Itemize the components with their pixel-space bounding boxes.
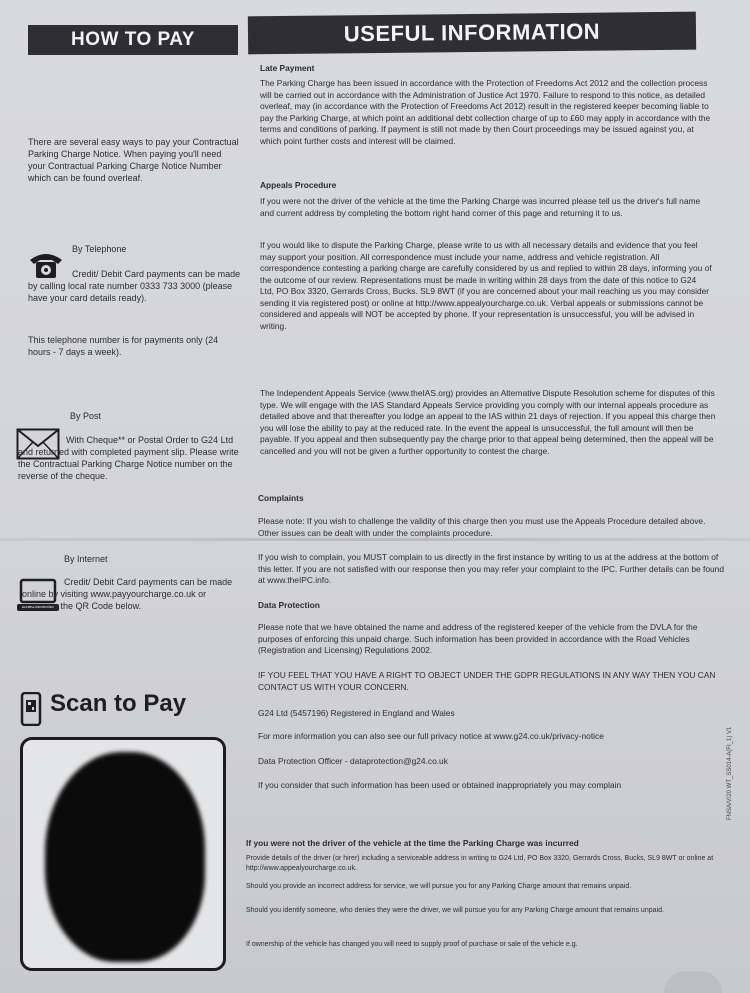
internet-text: Credit/ Debit Card payments can be made online by visiting www.payyourcharge.co.uk or scanning the QR Code below. — [22, 577, 233, 611]
stamp-edge — [664, 971, 722, 993]
data-protection-paragraph-4: For more information you can also see our full privacy notice at www.g24.co.uk/privacy-notice — [258, 731, 604, 741]
appeals-paragraph-3: The Independent Appeals Service (www.theIAS.org) provides an Alternative Dispute Resolution scheme for disputes of this type. We will engage with the IAS Standard Appeals Service providing you comply with our internal appeals procedure as detailed above and that thereafter you lodge an appeal to the IAS within 21 days of rejection. If you appeal this charge then you will lose the ability to pay at the reduced rate. In the event the appeal is unsuccessful, the full amount will then be payable. If you appeal and then subsequently pay the charge prior to that appeal being determined, then the appeal will be cancelled and you will not be given a further opportunity to contest the charge. — [260, 388, 716, 456]
useful-information-header: USEFUL INFORMATION — [248, 12, 696, 55]
late-payment-text: The Parking Charge has been issued in accordance with the Protection of Freedoms Act 2012 and the collection process will be carried out in accordance with the Administration of Justice Act 1970. Failure to respond to this notice, as detailed overleaf, may (in accordance with the Protection of Freedoms Act 2012) result in the registered keeper becoming liable to pay the Parking Charge, at which point an additional debt collection charge of up to £60 may apply in accordance with the terms and conditions of parking. If payment is still not made by then Court proceedings may be issued against you, at which point further costs and interest will be claimed. — [260, 78, 711, 146]
qr-code-frame — [20, 737, 226, 971]
data-protection-paragraph-6: If you consider that such information has been used or obtained inappropriately you may complain — [258, 780, 622, 790]
telephone-heading: By Telephone — [72, 244, 127, 254]
scan-to-pay-label: Scan to Pay — [50, 690, 187, 717]
phone-qr-icon — [20, 692, 42, 731]
data-protection-heading: Data Protection — [258, 600, 320, 610]
data-protection-paragraph-3: G24 Ltd (5457196) Registered in England and Wales — [258, 708, 455, 718]
late-payment-heading: Late Payment — [260, 63, 315, 73]
not-driver-paragraph-4: If ownership of the vehicle has changed you will need to supply proof of purchase or sale of the vehicle e.g. — [246, 941, 578, 948]
data-protection-paragraph-2: IF YOU FEEL THAT YOU HAVE A RIGHT TO OBJECT UNDER THE GDPR REGULATIONS IN ANY WAY THEN YOU CAN CONTACT US WITH YOUR CONCERN. — [258, 670, 716, 692]
complaints-paragraph-1: Please note: If you wish to challenge the validity of this charge then you must use the Appeals Procedure detailed above. Other issues can be dealt with under the complaints procedure. — [258, 516, 706, 538]
telephone-note: This telephone number is for payments only (24 hours - 7 days a week). — [28, 335, 219, 357]
data-protection-paragraph-5: Data Protection Officer - dataprotection@g24.co.uk — [258, 756, 448, 766]
not-driver-paragraph-2: Should you provide an incorrect address for service, we will pursue you for any Parking Charge amount that remains unpaid. — [246, 883, 632, 890]
how-to-pay-intro: There are several easy ways to pay your Contractual Parking Charge Notice. When paying you'll need your Contractual Parking Charge Notice Number which can be found overleaf. — [28, 137, 239, 183]
post-text: With Cheque** or Postal Order to G24 Ltd and returned with completed payment slip. Please write the Contractual Parking Charge Notice number on the reverse of the cheque. — [18, 435, 239, 481]
appeals-heading: Appeals Procedure — [260, 180, 337, 190]
data-protection-paragraph-1: Please note that we have obtained the name and address of the registered keeper of the vehicle from the DVLA for the purposes of enforcing this unpaid charge. Such information has been provided in accordance with the Road Vehicles (Registration and Licensing) Regulations 2002. — [258, 622, 698, 655]
not-driver-heading: If you were not the driver of the vehicle at the time the Parking Charge was incurred — [246, 838, 579, 848]
complaints-heading: Complaints — [258, 493, 304, 503]
appeals-paragraph-2: If you would like to dispute the Parking Charge, please write to us with all necessary details and evidence that you feel may support your position. All correspondence must include your name, address and vehicle registration. All correspondence contesting a parking charge are carefully considered by us and replied to within 28 days, informing you of the outcome of our review. Representations must be made in writing within 28 days from the date of this notice to G24 Ltd, PO Box 3320, Gerrards Cross, Bucks. SL9 8WT (if you are concerned about your mail reaching us you may consider sending it via registered post) or online at http://www.appealyourcharge.co.uk. Verbal appeals or submissions cannot be considered and appeals will NOT be accepted by phone. If your representation is unsuccessful, you will be advised in writing. — [260, 240, 712, 331]
redacted-qr-code — [45, 752, 205, 962]
how-to-pay-header: HOW TO PAY — [28, 25, 238, 55]
side-reference-code: FNSA/V/20 WT_SS014-A(FI_1) V1 — [727, 726, 733, 820]
post-heading: By Post — [70, 411, 102, 421]
telephone-text: Credit/ Debit Card payments can be made by calling local rate number 0333 733 3000 (please have your card details ready). — [28, 269, 241, 303]
paper-fold-line — [0, 538, 750, 541]
not-driver-paragraph-1: Provide details of the driver (or hirer) including a serviceable address in writing to G24 Ltd, PO Box 3320, Gerrards Cross, Bucks, SL9 8WT or online at http://www.appealyourcharge.co.uk. — [246, 855, 714, 872]
not-driver-paragraph-3: Should you identify someone, who denies they were the driver, we will pursue you for any Parking Charge amount that remains unpaid. — [246, 907, 664, 914]
complaints-paragraph-2: If you wish to complain, you MUST complain to us directly in the first instance by writing to us at the address at the bottom of this letter. If you are not satisfied with our response then you may refer your complaint to the IPC. Further details can be found at www.theIPC.info. — [258, 552, 724, 585]
appeals-paragraph-1: If you were not the driver of the vehicle at the time the Parking Charge was incurred please tell us the driver's full name and current address by completing the bottom right hand corner of this page and returning it to us. — [260, 196, 701, 218]
internet-heading: By Internet — [64, 554, 108, 564]
